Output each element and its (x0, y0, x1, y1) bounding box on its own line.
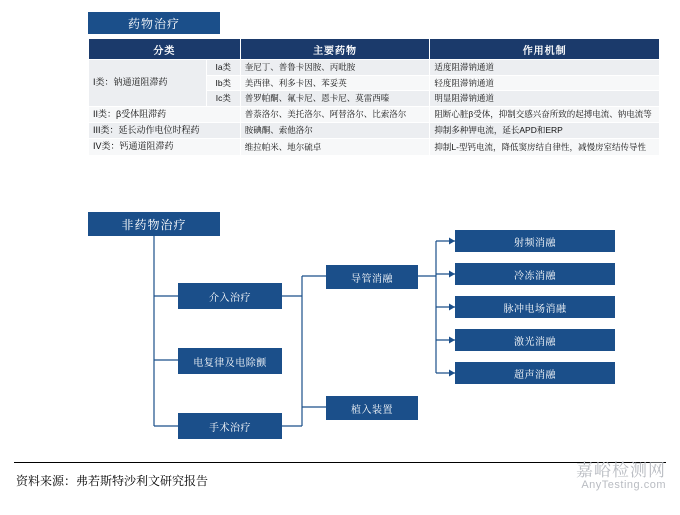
table-header-mechanism: 作用机制 (430, 39, 660, 60)
watermark-en: AnyTesting.com (581, 478, 666, 491)
watermark (576, 462, 666, 491)
flow-node-implantable-device: 植入装置 (326, 396, 418, 420)
cell-mechanism: 明显阻滞钠通道 (430, 91, 660, 107)
cell-subclass: Ib类 (206, 75, 240, 91)
cell-subclass: Ia类 (206, 60, 240, 76)
cell-mechanism: 抑制多种钾电流，延长APD和ERP (430, 123, 660, 139)
cell-category: III类：延长动作电位时程药 (89, 123, 241, 139)
cell-category: II类：β受体阻滞药 (89, 106, 241, 122)
section-title-nondrug-therapy: 非药物治疗 (88, 212, 220, 236)
cell-subclass: Ic类 (206, 91, 240, 107)
watermark-cn: 嘉峪检测网 (576, 461, 666, 480)
cell-mechanism: 抑制L-型钙电流，降低窦房结自律性，减慢房室结传导性 (430, 139, 660, 155)
flow-node-cryoablation: 冷冻消融 (455, 263, 615, 285)
cell-mechanism: 阻断心脏β受体，抑制交感兴奋所致的起搏电流、钠电流等 (430, 106, 660, 122)
cell-drugs: 胺碘酮、索他洛尔 (240, 123, 430, 139)
flow-node-surgery: 手术治疗 (178, 413, 282, 439)
table-header-drugs: 主要药物 (240, 39, 430, 60)
cell-drugs: 维拉帕米、地尔硫卓 (240, 139, 430, 155)
flow-node-radiofrequency-ablation: 射频消融 (455, 230, 615, 252)
flow-node-catheter-ablation: 导管消融 (326, 265, 418, 289)
flow-node-intervention: 介入治疗 (178, 283, 282, 309)
cell-drugs: 美西律、利多卡因、苯妥英 (240, 75, 430, 91)
cell-drugs: 奎尼丁、普鲁卡因胺、丙吡胺 (240, 60, 430, 76)
cell-category: I类：钠通道阻滞药 (89, 60, 207, 107)
table-header-category: 分类 (89, 39, 241, 60)
flow-node-pulsed-field-ablation: 脉冲电场消融 (455, 296, 615, 318)
cell-mechanism: 适度阻滞钠通道 (430, 60, 660, 76)
cell-mechanism: 轻度阻滞钠通道 (430, 75, 660, 91)
source-note: 资料来源：弗若斯特沙利文研究报告 (16, 474, 209, 488)
flow-node-cardioversion: 电复律及电除颤 (178, 348, 282, 374)
cell-drugs: 普萘洛尔、美托洛尔、阿替洛尔、比索洛尔 (240, 106, 430, 122)
flow-node-ultrasound-ablation: 超声消融 (455, 362, 615, 384)
flow-node-laser-ablation: 激光消融 (455, 329, 615, 351)
footer-divider (14, 462, 666, 463)
cell-drugs: 普罗帕酮、氟卡尼、恩卡尼、莫雷西嗪 (240, 91, 430, 107)
cell-category: IV类：钙通道阻滞药 (89, 139, 241, 155)
section-title-drug-therapy: 药物治疗 (88, 12, 220, 34)
